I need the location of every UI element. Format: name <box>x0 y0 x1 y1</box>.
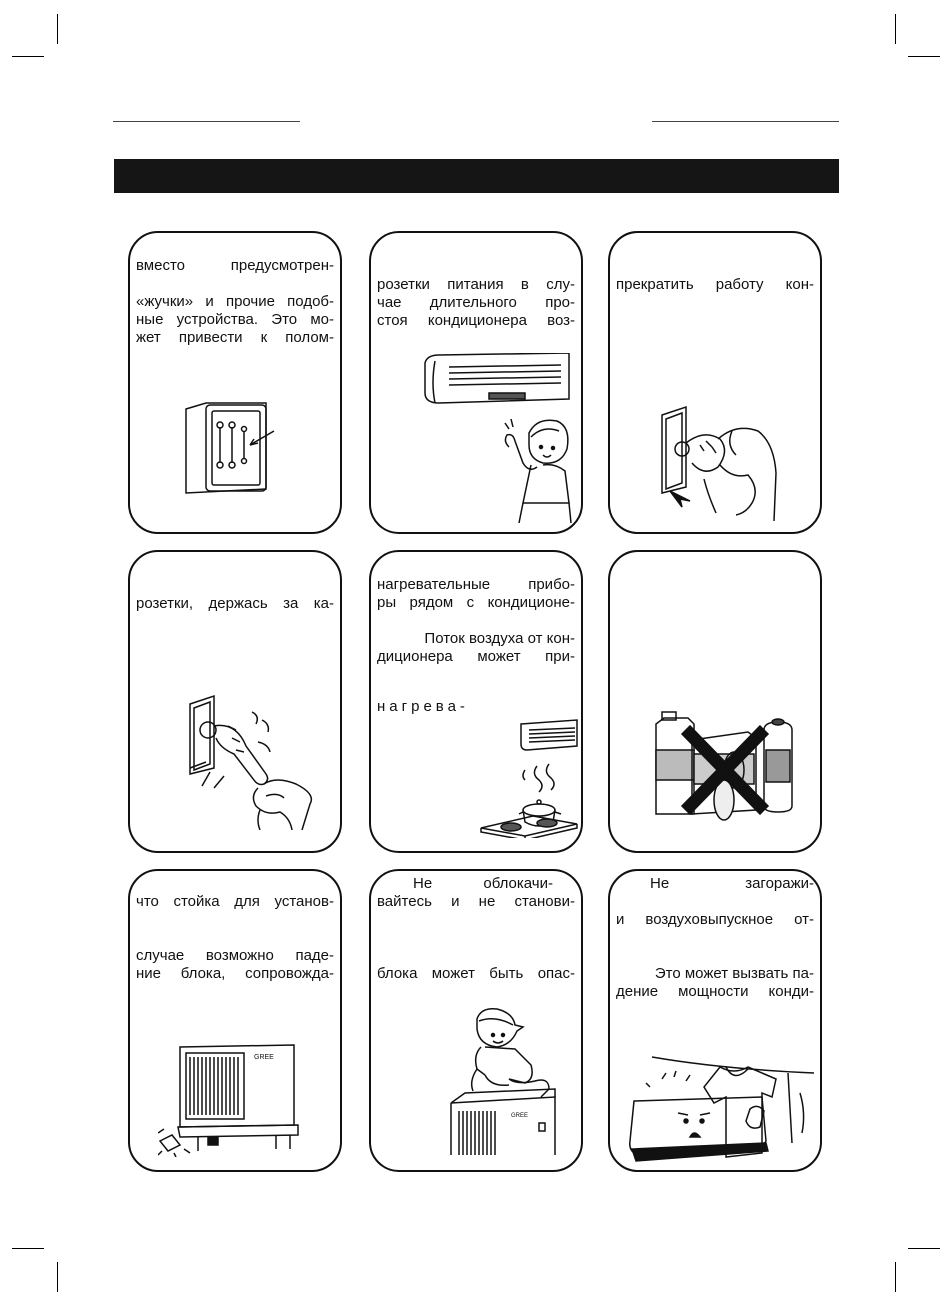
card-text-line: нагревательные прибо- <box>377 576 575 593</box>
card-text-line: розетки питания в слу- <box>377 276 575 293</box>
card-text-line: Не облокачи- <box>413 875 553 892</box>
header-rule-left <box>113 121 300 122</box>
card-1-2 <box>369 231 583 534</box>
card-text-line: нагрева- <box>377 698 469 715</box>
card-text-line: Не загоражи- <box>650 875 814 892</box>
card-1-3 <box>608 231 822 534</box>
card-text-line: жет привести к полом- <box>136 329 334 346</box>
crossed-canisters-illustration <box>648 710 800 822</box>
svg-text:GREE: GREE <box>254 1054 274 1061</box>
crop-mark-bottom-left-v <box>57 1262 58 1292</box>
crop-mark-bottom-right-v <box>895 1262 896 1292</box>
card-text-line: Это может вызвать па- <box>654 965 814 982</box>
crop-mark-bottom-right-h <box>908 1248 940 1249</box>
card-text-line: и воздуховыпускное от- <box>616 911 814 928</box>
card-text-line: случае возможно паде- <box>136 947 334 964</box>
card-text-line: что стойка для установ- <box>136 893 334 910</box>
svg-text:GREE: GREE <box>511 1113 529 1119</box>
card-3-2 <box>369 869 583 1172</box>
card-text-line: диционера может при- <box>377 648 575 665</box>
card-text-line: прекратить работу кон- <box>616 276 814 293</box>
card-text-line: вайтесь и не станови- <box>377 893 575 910</box>
card-text-line: ные устройства. Это мо- <box>136 311 334 328</box>
card-3-3 <box>608 869 822 1172</box>
card-2-2 <box>369 550 583 853</box>
card-text-line: стоя кондиционера воз- <box>377 312 575 329</box>
outdoor-unit-falling-illustration <box>158 1041 308 1157</box>
card-text-line: чае длительного про- <box>377 294 575 311</box>
card-text-line: ры рядом с кондиционе- <box>377 594 575 611</box>
unplug-hand-illustration <box>656 403 782 521</box>
card-1-1 <box>128 231 342 534</box>
crop-mark-top-right-h <box>908 56 940 57</box>
crop-mark-top-right-v <box>895 14 896 44</box>
header-rule-right <box>652 121 839 122</box>
card-text-line: дение мощности конди- <box>616 983 814 1000</box>
boy-indoor-unit-illustration <box>419 353 579 525</box>
boy-on-outdoor-unit-illustration <box>445 1005 565 1155</box>
card-text-line: блока может быть опас- <box>377 965 575 982</box>
pull-cord-illustration <box>184 692 320 830</box>
card-text-line: Поток воздуха от кон- <box>424 630 575 647</box>
crop-mark-top-left-v <box>57 14 58 44</box>
laundry-over-ac-illustration <box>622 1053 818 1165</box>
card-3-1 <box>128 869 342 1172</box>
card-text-line: розетки, держась за ка- <box>136 595 334 612</box>
section-header-bar <box>114 159 839 193</box>
card-text-line: «жучки» и прочие подоб- <box>136 293 334 310</box>
card-text-line: вместо предусмотрен- <box>136 257 334 274</box>
heater-under-ac-illustration <box>475 718 579 838</box>
card-text-line: ние блока, сопровожда- <box>136 965 334 982</box>
crop-mark-bottom-left-h <box>12 1248 44 1249</box>
crop-mark-top-left-h <box>12 56 44 57</box>
card-2-3 <box>608 550 822 853</box>
fuse-box-illustration <box>178 401 298 499</box>
card-2-1 <box>128 550 342 853</box>
